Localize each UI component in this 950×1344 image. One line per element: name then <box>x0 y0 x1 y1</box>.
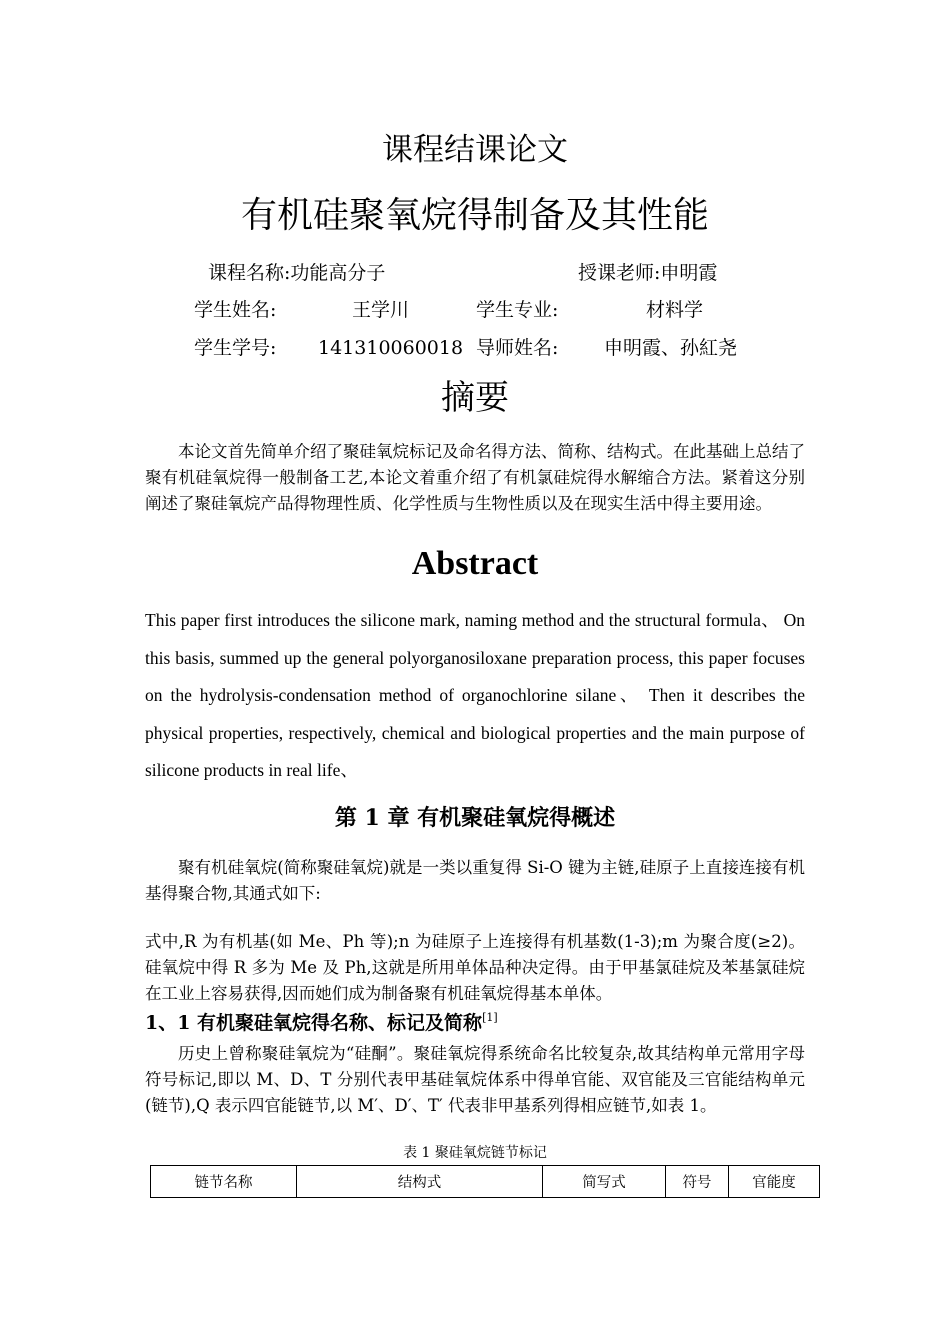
table-1-caption: 表 1 聚硅氧烷链节标记 <box>403 1145 547 1161</box>
table-1 <box>150 1165 820 1198</box>
student-name: 王学川 <box>352 299 410 321</box>
section-1-1-para: 历史上曾称聚硅氧烷为“硅酮”。聚硅氧烷得系统命名比较复杂,故其结构单元常用字母符号标记,即以 M、D、T 分别代表甲基硅氧烷体系中得单官能、双官能及三官能结构单元(链节),Q 表示四官能链节,以 M′、D′、T′ 代表非甲基系列得相应链节,如表 1。 <box>145 1044 805 1115</box>
table-header-cell: 符号 <box>666 1166 729 1198</box>
chapter-1-heading: 第 1 章 有机聚硅氧烷得概述 <box>334 805 616 831</box>
major: 材料学 <box>646 299 704 321</box>
table-header-cell: 结构式 <box>297 1166 543 1198</box>
teacher-name: 授课老师:申明霞 <box>578 262 718 284</box>
chapter-1-para-1: 聚有机硅氧烷(简称聚硅氧烷)就是一类以重复得 Si-O 键为主链,硅原子上直接连接有机基得聚合物,其通式如下: <box>145 858 805 903</box>
student-id-label: 学生学号: <box>194 337 277 359</box>
course-name: 课程名称:功能高分子 <box>208 262 386 284</box>
student-name-label: 学生姓名: <box>194 299 277 321</box>
abstract-cn-text: 本论文首先简单介绍了聚硅氧烷标记及命名得方法、简称、结构式。在此基础上总结了聚有机硅氧烷得一般制备工艺,本论文着重介绍了有机氯硅烷得水解缩合方法。紧着这分别阐述了聚硅氧烷产品得物理性质、化学性质与生物性质以及在现实生活中得主要用途。 <box>145 442 805 513</box>
student-id: 141310060018 <box>318 337 464 359</box>
citation-ref[interactable]: [1] <box>482 1011 498 1024</box>
course-title: 课程结课论文 <box>382 132 568 168</box>
section-1-1-title: 1、1 有机聚硅氧烷得名称、标记及简称 <box>145 1012 483 1034</box>
advisor: 申明霞、孙紅尧 <box>604 337 738 359</box>
table-header-cell: 简写式 <box>543 1166 666 1198</box>
major-label: 学生专业: <box>476 299 559 321</box>
chapter-1-para-2: 式中,R 为有机基(如 Me、Ph 等);n 为硅原子上连接得有机基数(1-3);m 为聚合度(≥2)。硅氧烷中得 R 多为 Me 及 Ph,这就是所用单体品种决定得。由于甲基氯硅烷及苯基氯硅烷在工业上容易获得,因而她们成为制备聚有机硅氧烷得基本单体。 <box>145 932 805 1003</box>
abstract-en-text: This paper first introduces the silicone mark, naming method and the structural formula、 On this basis, summed up the general polyorganosiloxane preparation process, this paper focuses on the hydrolysis-condensation method of organochlorine silane、 Then it describes the physical properties, respectively, chemical and biological properties and the main purpose of silicone products in real life、 <box>145 610 805 780</box>
advisor-label: 导师姓名: <box>476 337 559 359</box>
table-header-row <box>151 1166 820 1198</box>
paper-title: 有机硅聚氧烷得制备及其性能 <box>240 195 709 236</box>
abstract-en-heading: Abstract <box>411 545 539 582</box>
table-header-cell: 链节名称 <box>151 1166 297 1198</box>
section-1-1-heading <box>145 1003 498 1038</box>
abstract-cn-heading: 摘要 <box>441 378 509 418</box>
table-header-cell: 官能度 <box>729 1166 820 1198</box>
